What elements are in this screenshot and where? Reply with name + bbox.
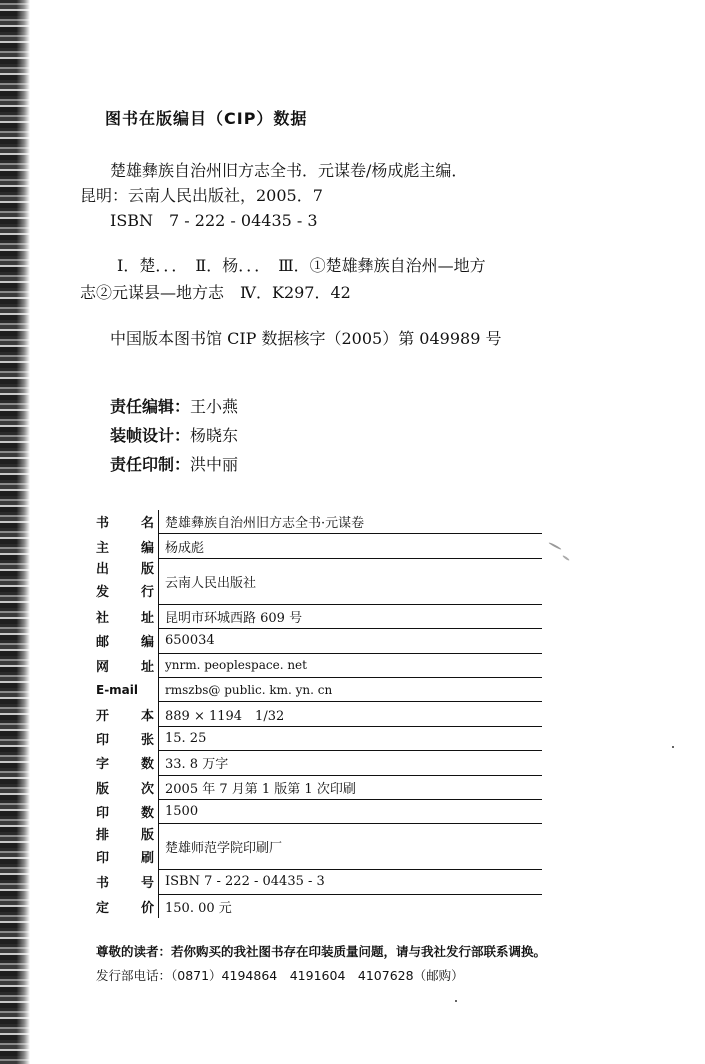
table-row (96, 510, 542, 534)
staff-designer (110, 423, 238, 446)
price-value: 150. 00 元 (165, 900, 232, 916)
sheets-value: 15. 25 (159, 726, 543, 750)
table-row (96, 558, 542, 604)
staff-designer-label: 装帧设计： (110, 426, 191, 445)
edition-value: 2005 年 7 月第 1 版第 1 次印刷 (159, 775, 543, 799)
publication-info-table (96, 510, 542, 918)
table-row (96, 775, 542, 799)
website-value: ynrm. peoplespace. net (159, 653, 543, 677)
edition-label: 版次 (96, 775, 159, 799)
printer-value: 楚雄师范学院印刷厂 (159, 824, 543, 870)
isbn-label: 书号 (96, 870, 159, 894)
staff-printing-label: 责任印制： (110, 455, 191, 474)
table-row (96, 702, 542, 726)
cip-subject-line-2: 志②元谋县—地方志 Ⅳ．K297．42 (80, 283, 351, 302)
table-row (96, 534, 542, 558)
table-row (96, 653, 542, 677)
scan-speck (562, 555, 570, 561)
website-label: 网址 (96, 653, 159, 677)
postcode-label: 邮编 (96, 629, 159, 653)
table-row (96, 677, 542, 701)
cip-line-1: 楚雄彝族自治州旧方志全书．元谋卷/杨成彪主编． (110, 161, 468, 180)
words-value: 33. 8 万字 (159, 751, 543, 775)
scan-speck (548, 542, 561, 550)
cip-title: 图书在版编目（CIP）数据 (105, 109, 308, 128)
cip-line-2: 昆明：云南人民出版社，2005．7 (80, 186, 323, 205)
print-run-label: 印数 (96, 799, 159, 823)
format-label: 开本 (96, 702, 159, 726)
sales-phone: 发行部电话：（0871）4194864 4191604 4107628（邮购） (96, 968, 464, 983)
editor-label: 主编 (96, 534, 159, 558)
postcode-value: 650034 (159, 629, 543, 653)
scan-speck (455, 1000, 457, 1002)
email-value: rmszbs@ public. km. yn. cn (159, 677, 543, 701)
staff-editor-value: 王小燕 (190, 397, 239, 416)
cip-record-number: 中国版本图书馆 CIP 数据核字（2005）第 049989 号 (110, 329, 502, 348)
staff-editor (110, 394, 238, 417)
isbn-value: ISBN 7 - 222 - 04435 - 3 (159, 870, 543, 894)
table-row (96, 824, 542, 870)
table-row (96, 870, 542, 894)
sheets-label: 印张 (96, 726, 159, 750)
price-label: 定价 (96, 894, 159, 918)
print-run-value: 1500 (159, 799, 543, 823)
address-label: 社址 (96, 604, 159, 628)
cip-subject-line-1: Ⅰ．楚．．． Ⅱ．杨．．． Ⅲ．①楚雄彝族自治州—地方 (117, 256, 486, 275)
scan-speck (672, 746, 674, 748)
book-name-value: 楚雄彝族自治州旧方志全书·元谋卷 (159, 510, 543, 534)
table-row (96, 799, 542, 823)
editor-value: 杨成彪 (159, 534, 543, 558)
format-value: 889 × 1194 1/32 (159, 702, 543, 726)
publisher-label-2: 发行 (96, 585, 154, 601)
staff-designer-value: 杨晓东 (190, 426, 239, 445)
staff-editor-label: 责任编辑： (110, 397, 191, 416)
reader-notice: 尊敬的读者：若你购买的我社图书存在印装质量问题，请与我社发行部联系调换。 (96, 944, 547, 959)
table-row (96, 894, 542, 918)
publisher-value: 云南人民出版社 (159, 558, 543, 604)
publisher-label (96, 558, 159, 604)
staff-printing (110, 452, 238, 475)
staff-printing-value: 洪中丽 (190, 455, 239, 474)
table-row (96, 751, 542, 775)
table-row (96, 604, 542, 628)
words-label: 字数 (96, 751, 159, 775)
table-row (96, 726, 542, 750)
address-value: 昆明市环城西路 609 号 (159, 604, 543, 628)
printer-label-2: 印刷 (96, 850, 154, 866)
printer-label (96, 824, 159, 870)
cip-isbn-line: ISBN 7 - 222 - 04435 - 3 (110, 211, 318, 230)
book-name-label: 书名 (96, 510, 159, 534)
publisher-label-1: 出版 (96, 562, 154, 578)
scanned-page-edge (0, 0, 30, 1064)
email-label: E-mail (96, 677, 159, 701)
printer-label-1: 排版 (96, 827, 154, 843)
table-row (96, 629, 542, 653)
